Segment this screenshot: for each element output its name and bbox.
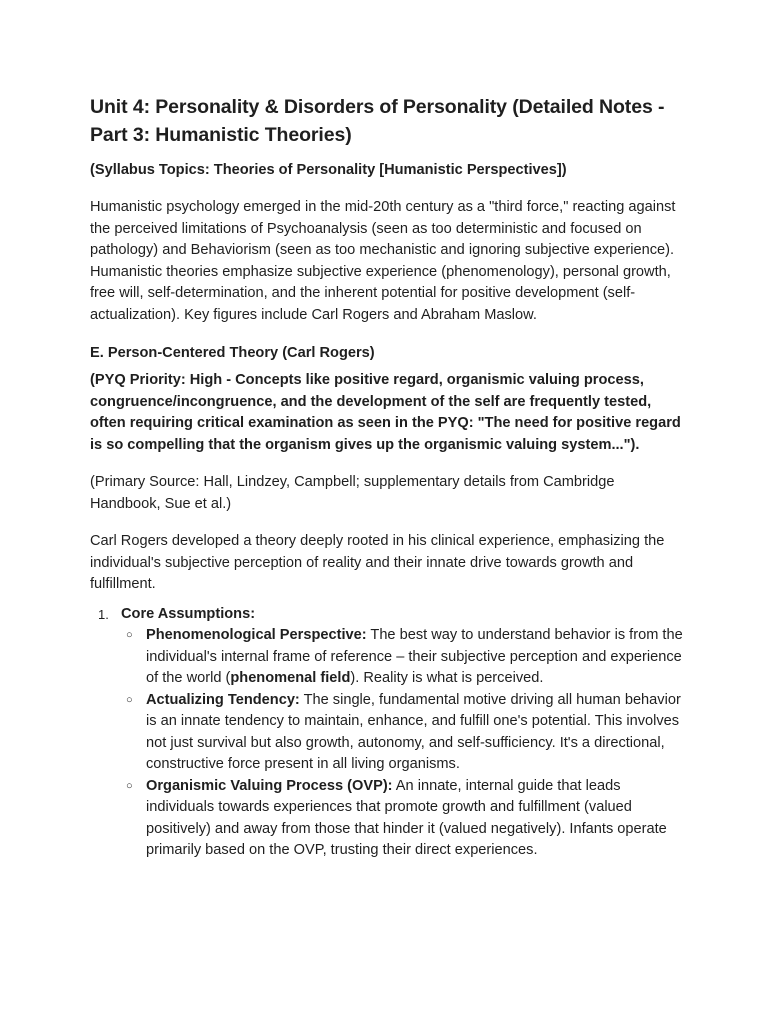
numbered-outline — [90, 604, 688, 862]
primary-source-note: (Primary Source: Hall, Lindzey, Campbell; supplementary details from Cambridge Handbook, Sue et al.) — [90, 474, 615, 512]
sub-item-text-end: ). Reality is what is perceived. — [350, 670, 544, 686]
section-overview-paragraph: Carl Rogers developed a theory deeply rooted in his clinical experience, emphasizing the individual's subjective perception of reality and their innate drive towards growth and fulfillment. — [90, 533, 665, 592]
sub-item-term: Organismic Valuing Process (OVP): — [146, 777, 393, 794]
intro-paragraph: Humanistic psychology emerged in the mid-20th century as a "third force," reacting against the perceived limitations of Psychoanalysis (seen as too deterministic and focused on pathology) and Behaviorism (seen as too mechanistic and ignoring subjective experience). Humanistic theories emphasize subjective experience (phenomenology), personal growth, free will, self-determination, and the inherent potential for positive development (self-actualization). Key figures include Carl Rogers and Abraham Maslow. — [90, 199, 676, 323]
outline-item-core-assumptions — [90, 604, 688, 862]
sub-item-organismic-valuing-process — [121, 776, 688, 862]
syllabus-topics: (Syllabus Topics: Theories of Personality [Humanistic Perspectives]) — [90, 162, 567, 178]
sub-item-actualizing-tendency — [121, 690, 688, 776]
outline-item-number: 1. — [98, 606, 109, 622]
hollow-circle-bullet-icon: ○ — [126, 629, 133, 641]
sub-bullet-list — [121, 625, 688, 862]
sub-item-text: The single, fundamental motive driving all human behavior is an innate tendency to maintain, enhance, and fulfill one's potential. This involves not just survival but also growth, autonomy, and self-sufficiency. It's a directional, constructive force present in all living organisms. — [146, 691, 681, 772]
hollow-circle-bullet-icon: ○ — [126, 779, 133, 792]
sub-item-emphasis: phenomenal field — [230, 670, 351, 686]
pyq-priority-note: (PYQ Priority: High - Concepts like positive regard, organismic valuing process, congruence/incongruence, and the development of the self are frequently tested, often requiring critical examination as seen in the PYQ: "The need for positive regard is so compelling that the organism gives up the organismic valuing system..."). — [90, 372, 681, 453]
sub-item-phenomenological-perspective — [121, 625, 688, 690]
sub-item-term: Phenomenological Perspective: — [146, 627, 367, 643]
outline-item-title: Core Assumptions: — [121, 605, 256, 622]
sub-item-term: Actualizing Tendency: — [146, 691, 300, 708]
sub-item-text: An innate, internal guide that leads individuals towards experiences that promote growth and fulfillment (valued positively) and away from those that hinder it (valued negatively). Infants operate primarily based on the OVP, trusting their direct experiences. — [146, 777, 667, 858]
document-title: Unit 4: Personality & Disorders of Personality (Detailed Notes - Part 3: Humanistic Theories) — [90, 96, 665, 146]
section-e-heading: E. Person-Centered Theory (Carl Rogers) — [90, 345, 375, 361]
hollow-circle-bullet-icon: ○ — [126, 693, 133, 706]
sub-item-text: The best way to understand behavior is from the individual's internal frame of reference – their subjective perception and experience of the world ( — [146, 627, 683, 686]
